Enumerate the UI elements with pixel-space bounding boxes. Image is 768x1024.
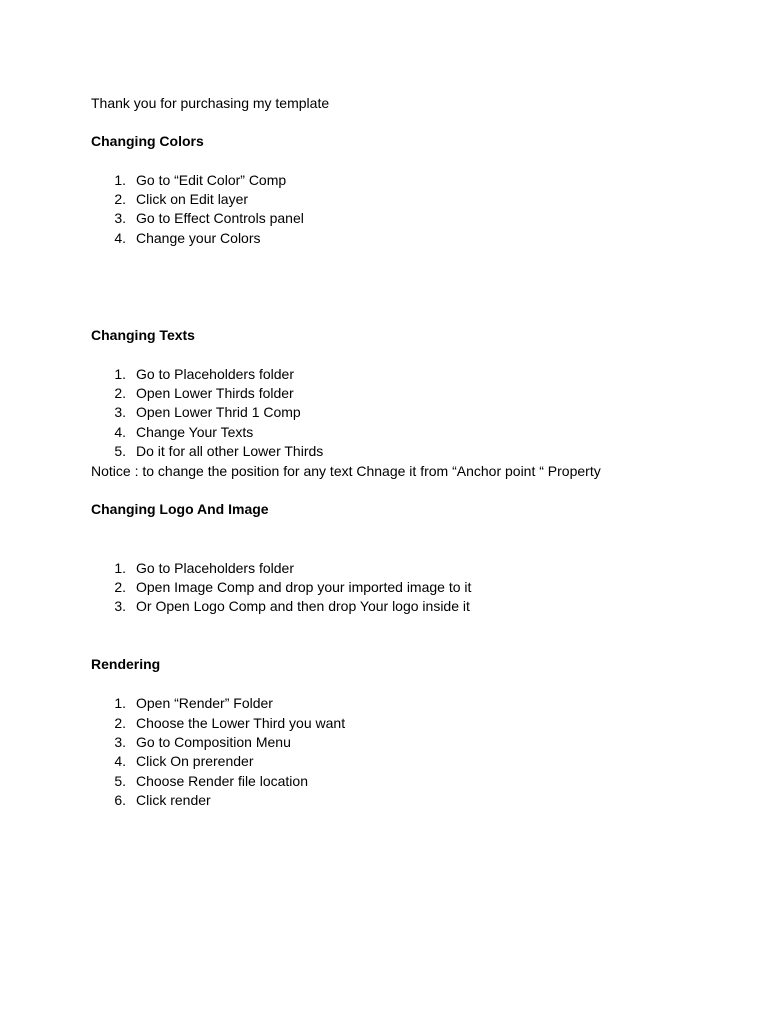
list-item <box>100 791 211 809</box>
list-item-text: Click on Edit layer <box>136 191 249 207</box>
list-number: 2. <box>114 579 126 595</box>
list-item <box>100 559 294 577</box>
list-number: 1. <box>114 560 126 576</box>
list-number: 4. <box>114 230 126 246</box>
list-item-text: Open Lower Thrid 1 Comp <box>136 404 301 420</box>
list-item-text: Click On prerender <box>136 753 254 769</box>
list-number: 1. <box>114 366 126 382</box>
list-item <box>100 384 294 402</box>
list-item <box>100 229 261 247</box>
list-number: 2. <box>114 191 126 207</box>
list-item-text: Go to Composition Menu <box>136 734 291 750</box>
notice-text: Notice : to change the position for any text Chnage it from “Anchor point “ Property <box>91 463 601 479</box>
list-number: 2. <box>114 385 126 401</box>
list-item-text: Open Image Comp and drop your imported image to it <box>136 579 472 595</box>
list-item <box>100 578 471 596</box>
section-heading-texts: Changing Texts <box>91 327 195 343</box>
section-heading-colors: Changing Colors <box>91 133 204 149</box>
list-item-text: Go to “Edit Color” Comp <box>136 172 287 188</box>
list-number: 5. <box>114 443 126 459</box>
list-item <box>100 733 291 751</box>
list-item-text: Go to Placeholders folder <box>136 366 294 382</box>
list-number: 3. <box>114 404 126 420</box>
list-number: 6. <box>114 792 126 808</box>
list-number: 1. <box>114 695 126 711</box>
list-item <box>100 714 345 732</box>
list-item-text: Click render <box>136 792 211 808</box>
section-heading-logo-image: Changing Logo And Image <box>91 501 269 517</box>
list-item-text: Open “Render” Folder <box>136 695 273 711</box>
list-number: 3. <box>114 734 126 750</box>
list-number: 4. <box>114 753 126 769</box>
list-item <box>100 403 301 421</box>
list-item-text: Choose Render file location <box>136 773 308 789</box>
intro-text: Thank you for purchasing my template <box>91 95 330 111</box>
list-number: 3. <box>114 210 126 226</box>
list-item <box>100 694 273 712</box>
list-item-text: Do it for all other Lower Thirds <box>136 443 324 459</box>
list-item-text: Choose the Lower Third you want <box>136 715 346 731</box>
list-item-text: Change Your Texts <box>136 424 254 440</box>
list-number: 3. <box>114 598 126 614</box>
list-item-text: Go to Placeholders folder <box>136 560 294 576</box>
list-item <box>100 442 323 460</box>
list-item <box>100 190 248 208</box>
list-item <box>100 772 308 790</box>
list-item <box>100 423 253 441</box>
list-item <box>100 365 294 383</box>
list-item <box>100 209 304 227</box>
section-heading-rendering: Rendering <box>91 656 161 672</box>
list-number: 1. <box>114 172 126 188</box>
list-item-text: Or Open Logo Comp and then drop Your logo inside it <box>136 598 470 614</box>
list-item <box>100 752 254 770</box>
list-item <box>100 171 286 189</box>
list-item-text: Change your Colors <box>136 230 261 246</box>
list-number: 5. <box>114 773 126 789</box>
list-item-text: Go to Effect Controls panel <box>136 210 304 226</box>
list-item <box>100 597 470 615</box>
list-item-text: Open Lower Thirds folder <box>136 385 294 401</box>
list-number: 2. <box>114 715 126 731</box>
list-number: 4. <box>114 424 126 440</box>
